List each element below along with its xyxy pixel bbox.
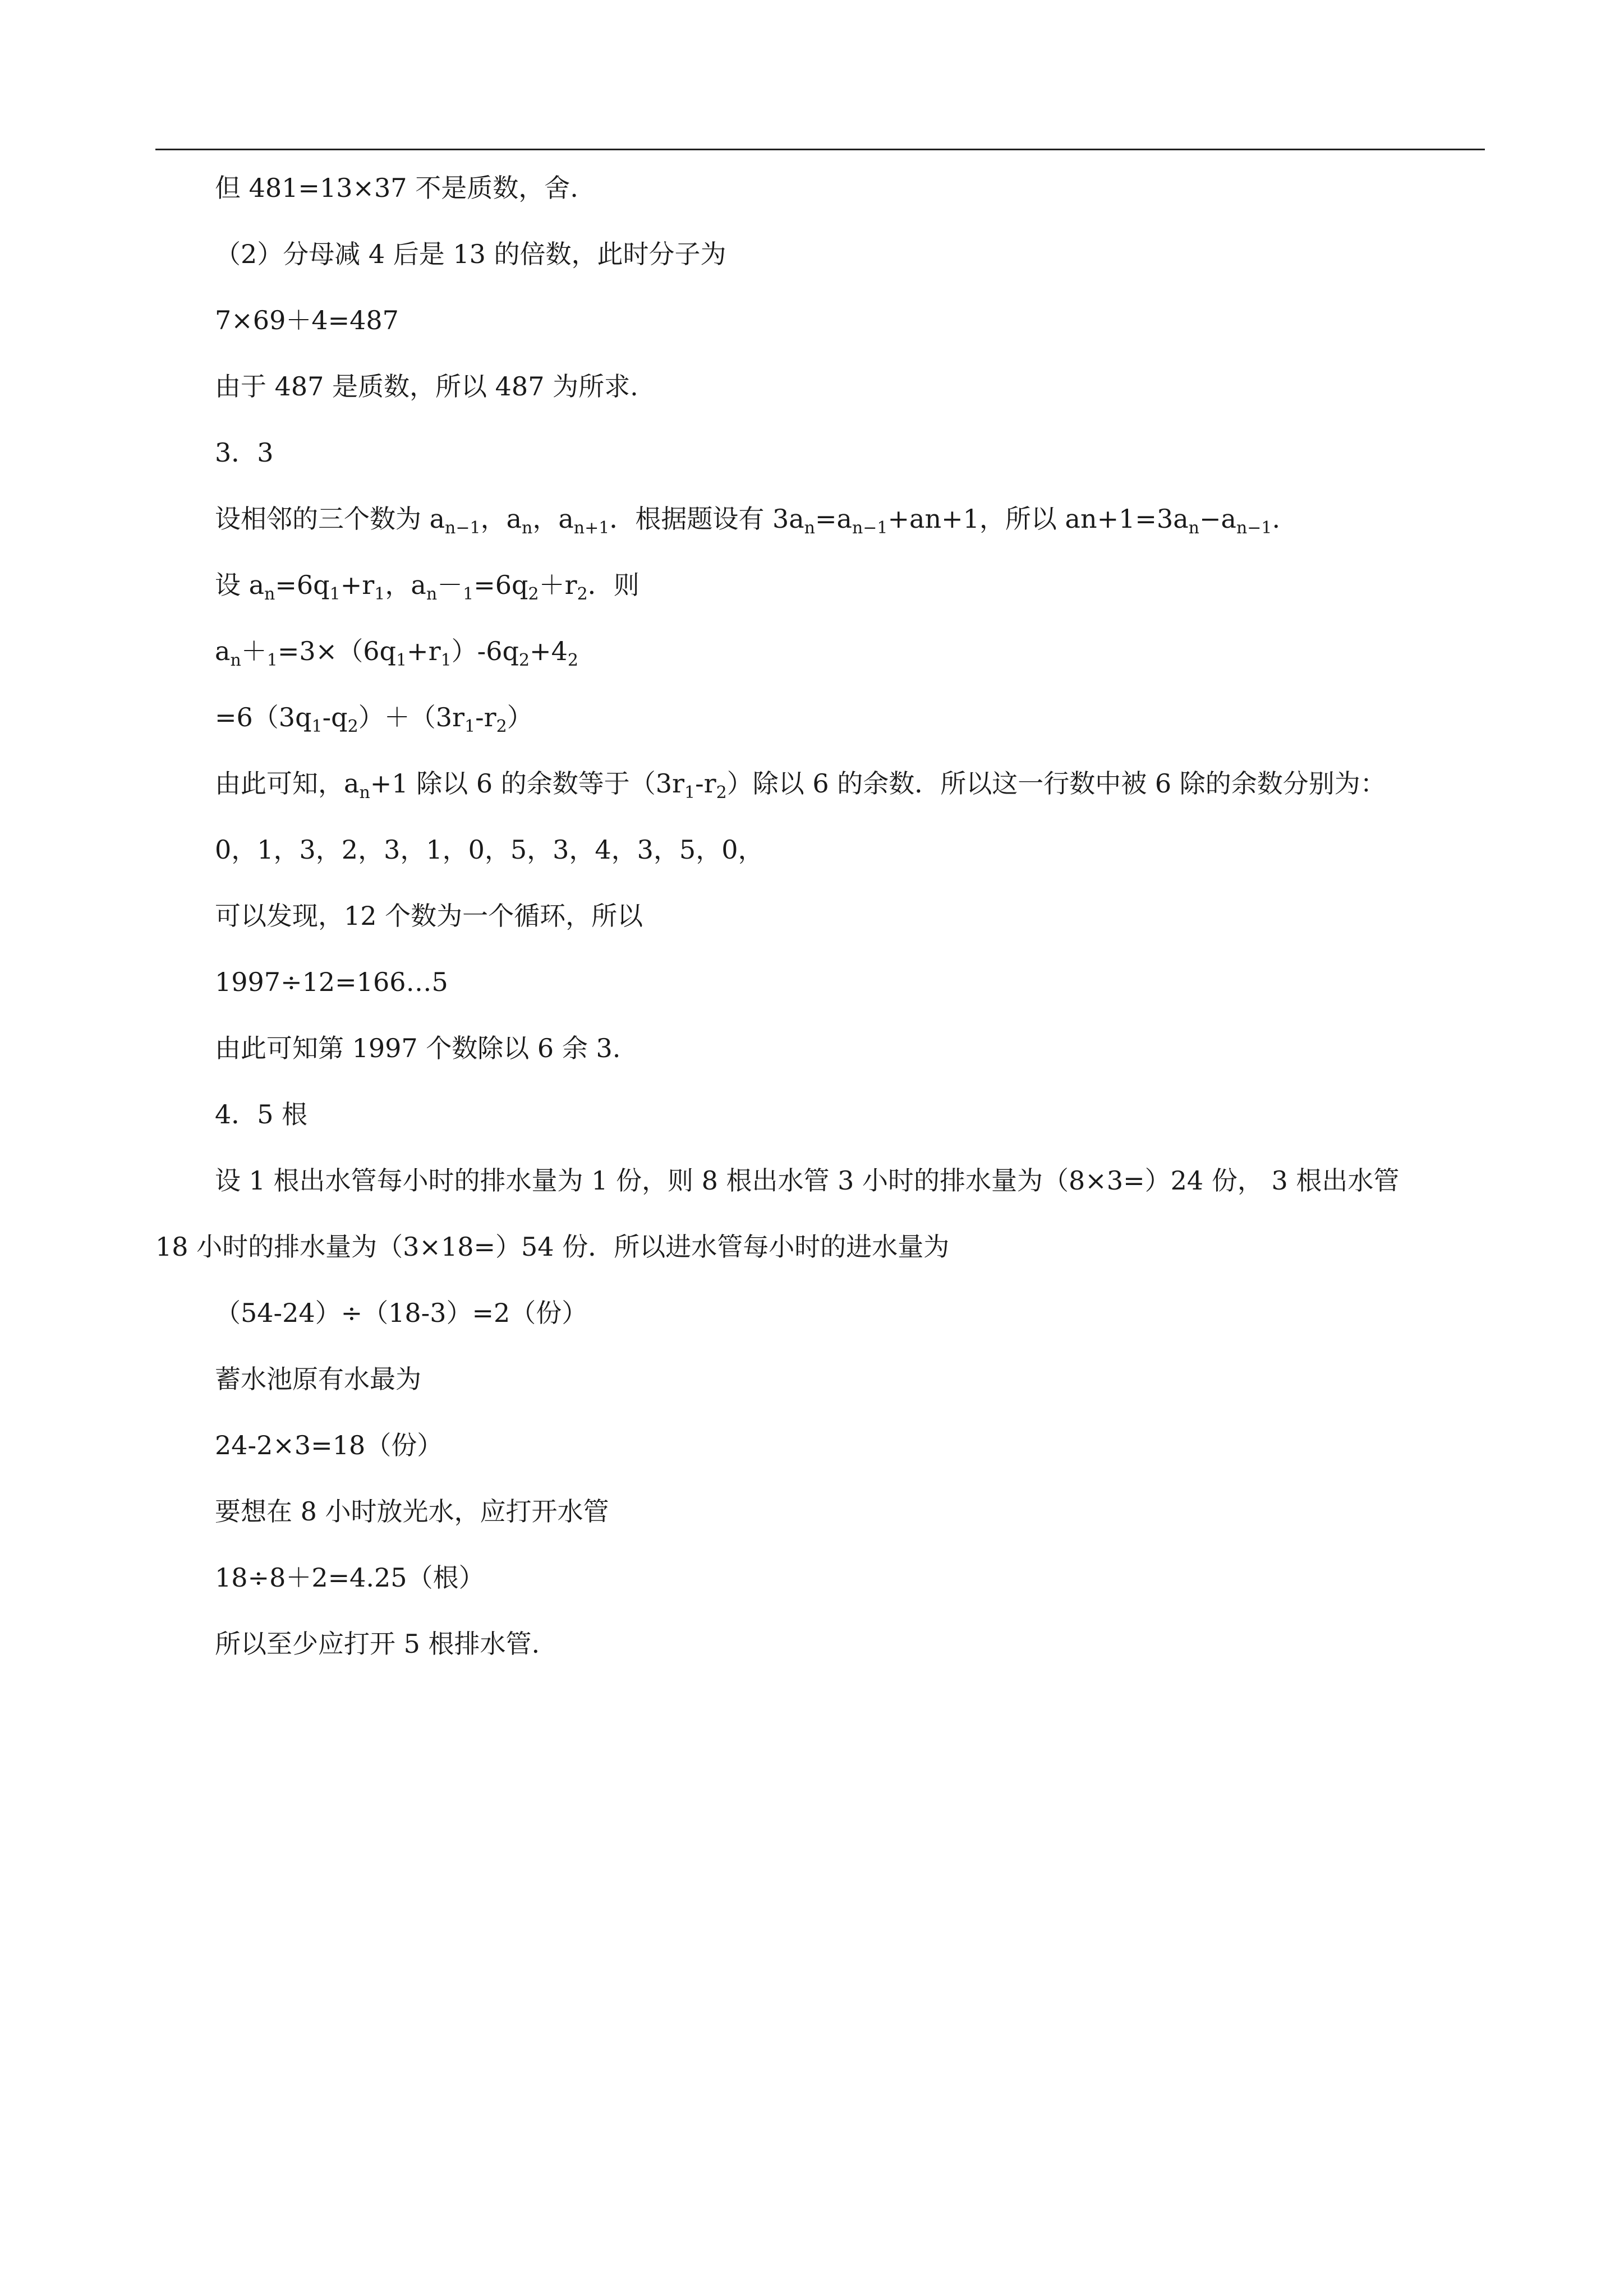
text-segment: +an+1，所以 an+1=3a [887, 504, 1189, 534]
text-segment: +r [407, 636, 441, 666]
subscript: 2 [567, 651, 578, 670]
text-line: 所以至少应打开 5 根排水管. [215, 1629, 540, 1659]
text-segment: −a [1199, 504, 1236, 534]
text-line: 但 481=13×37 不是质数，舍. [215, 173, 578, 203]
subscript: 2 [347, 717, 358, 736]
text-line [215, 767, 1386, 803]
subscript: n [426, 584, 438, 604]
text-segment: ，a [385, 570, 426, 600]
text-line: 蓄水池原有水最为 [215, 1364, 421, 1394]
text-segment: 由此可知，a [215, 768, 360, 799]
text-segment: ＋r [539, 570, 577, 600]
text-line: 由此可知第 1997 个数除以 6 余 3. [215, 1033, 621, 1063]
text-segment: ＋ [241, 636, 267, 666]
subscript: 1 [440, 651, 452, 670]
header-rule [155, 149, 1485, 150]
subscript: 1 [329, 584, 341, 604]
text-segment: ） [507, 702, 533, 732]
subscript: n [804, 518, 815, 538]
text-segment: =3×（6q [277, 636, 396, 666]
text-segment: +4 [530, 636, 568, 666]
subscript: 2 [496, 717, 507, 736]
text-line: 要想在 8 小时放光水，应打开水管 [215, 1496, 609, 1527]
subscript: n [522, 518, 533, 538]
text-line: 24-2×3=18（份） [215, 1430, 443, 1460]
subscript: 1 [464, 717, 476, 736]
text-line: （2）分母减 4 后是 13 的倍数，此时分子为 [215, 239, 726, 269]
text-segment: =6q [275, 570, 330, 600]
subscript: n+1 [573, 518, 610, 538]
text-segment: =a [815, 504, 852, 534]
text-segment: ．则 [587, 570, 640, 600]
text-segment: － [437, 570, 463, 600]
text-line: 3．3 [215, 437, 274, 468]
text-segment: . [1272, 504, 1281, 534]
text-segment: 设相邻的三个数为 a [215, 504, 445, 534]
subscript: n−1 [852, 518, 888, 538]
text-segment: ）＋（3r [358, 702, 464, 732]
text-segment: a [215, 636, 231, 666]
text-line [215, 634, 578, 668]
subscript: n−1 [445, 518, 481, 538]
text-line: 由于 487 是质数，所以 487 为所求. [215, 371, 638, 402]
text-segment: +1 除以 6 的余数等于（3r [370, 768, 684, 799]
subscript: n [1188, 518, 1199, 538]
subscript: n−1 [1236, 518, 1272, 538]
text-segment: =6（3q [215, 702, 312, 732]
subscript: 2 [716, 783, 727, 803]
text-line [215, 502, 1280, 536]
text-segment: -q [322, 702, 348, 732]
subscript: n [359, 783, 370, 803]
text-line: 设 1 根出水管每小时的排水量为 1 份，则 8 根出水管 3 小时的排水量为（8×3=）24 份， 3 根出水管 [215, 1165, 1400, 1196]
text-line: 18÷8＋2=4.25（根） [215, 1562, 485, 1593]
subscript: 1 [311, 717, 323, 736]
text-line: 1997÷12=166…5 [215, 967, 448, 997]
text-segment: ．根据题设有 3a [609, 504, 804, 534]
text-segment: 设 a [215, 570, 265, 600]
subscript: 1 [395, 651, 407, 670]
text-line: 7×69＋4=487 [215, 305, 399, 335]
subscript: n [264, 584, 275, 604]
text-line: 0，1，3，2，3，1，0，5，3，4，3，5，0， [215, 835, 764, 865]
text-segment: ，a [532, 504, 574, 534]
subscript: 2 [528, 584, 539, 604]
text-segment: -r [475, 702, 496, 732]
subscript: 2 [518, 651, 530, 670]
text-line [215, 700, 533, 734]
subscript: 1 [374, 584, 385, 604]
text-line: （54-24）÷（18-3）=2（份） [215, 1298, 588, 1328]
subscript: 1 [266, 651, 278, 670]
subscript: n [230, 651, 241, 670]
text-line: 4．5 根 [215, 1099, 308, 1129]
text-segment: =6q [473, 570, 528, 600]
subscript: 2 [577, 584, 588, 604]
text-line [215, 568, 640, 602]
subscript: 1 [463, 584, 474, 604]
text-segment: ，a [480, 504, 522, 534]
text-line: 可以发现，12 个数为一个循环，所以 [215, 901, 643, 931]
text-segment: +r [340, 570, 375, 600]
text-segment: ）-6q [451, 636, 519, 666]
subscript: 1 [684, 783, 696, 803]
text-segment: -r [695, 768, 716, 799]
text-segment: ）除以 6 的余数．所以这一行数中被 6 除的余数分别为： [726, 768, 1386, 799]
text-line: 18 小时的排水量为（3×18=）54 份．所以进水管每小时的进水量为 [155, 1232, 950, 1262]
